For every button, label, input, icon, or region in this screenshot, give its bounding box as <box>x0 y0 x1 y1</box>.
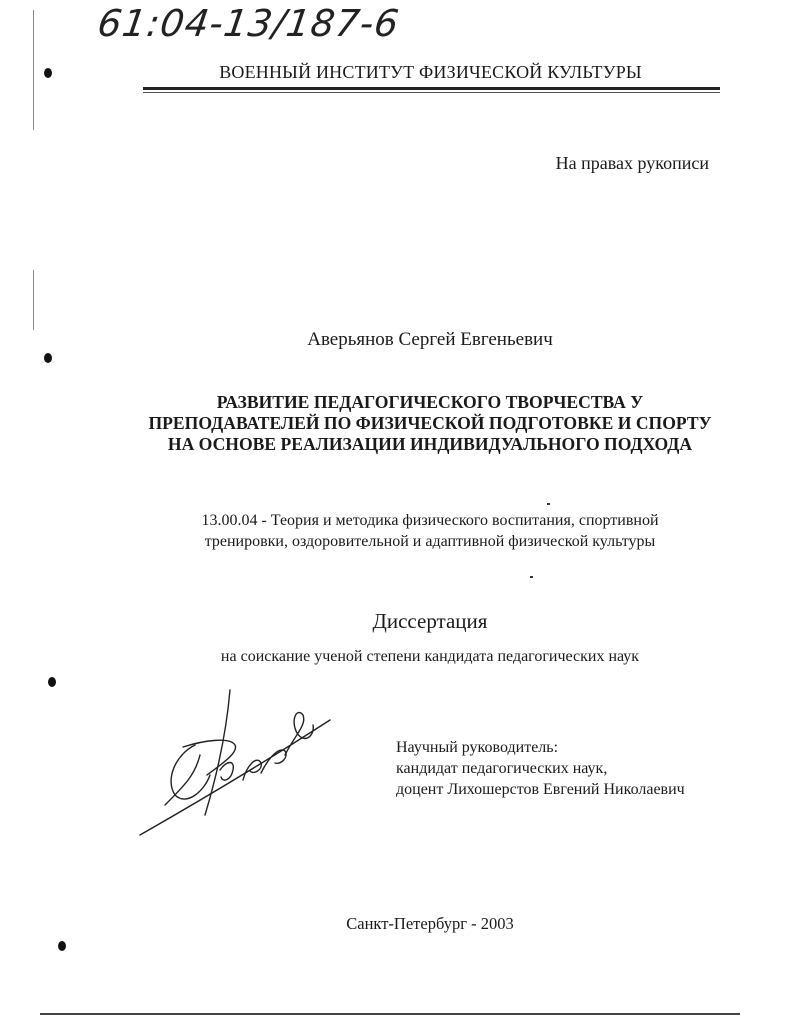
document-type: Диссертация <box>372 609 488 633</box>
advisor-line: Научный руководитель: <box>396 739 559 756</box>
scan-margin-line <box>33 270 34 330</box>
title-line: РАЗВИТИЕ ПЕДАГОГИЧЕСКОГО ТВОРЧЕСТВА У <box>216 392 644 412</box>
advisor-line: доцент Лихошерстов Евгений Николаевич <box>396 781 685 798</box>
scan-bottom-edge <box>40 1013 740 1015</box>
punch-hole-dot <box>48 677 56 687</box>
advisor-line: кандидат педагогических наук, <box>396 760 608 777</box>
institute-name: ВОЕННЫЙ ИНСТИТУТ ФИЗИЧЕСКОЙ КУЛЬТУРЫ <box>219 62 642 82</box>
degree-line: на соискание ученой степени кандидата педагогических наук <box>220 648 640 665</box>
punch-hole-dot <box>44 353 52 363</box>
author-name: Аверьянов Сергей Евгеньевич <box>307 329 553 350</box>
title-line: НА ОСНОВЕ РЕАЛИЗАЦИИ ИНДИВИДУАЛЬНОГО ПОДХОДА <box>167 434 693 454</box>
scan-speck <box>547 503 550 505</box>
specialty-code <box>110 510 750 552</box>
specialty-line: тренировки, оздоровительной и адаптивной физической культуры <box>204 533 656 550</box>
header-rule-thick <box>143 87 720 90</box>
punch-hole-dot <box>58 941 66 951</box>
scan-speck <box>530 576 533 578</box>
rights-note: На правах рукописи <box>555 153 709 173</box>
advisor-block <box>396 737 685 800</box>
dissertation-title <box>110 392 750 455</box>
specialty-line: 13.00.04 - Теория и методика физического воспитания, спортивной <box>201 512 659 529</box>
title-line: ПРЕПОДАВАТЕЛЕЙ ПО ФИЗИЧЕСКОЙ ПОДГОТОВКЕ И СПОРТУ <box>148 413 712 433</box>
header-rule-thin <box>143 92 720 93</box>
punch-hole-dot <box>44 68 52 78</box>
city-year: Санкт-Петербург - 2003 <box>346 914 514 933</box>
archive-code: 61:04-13/187-6 <box>94 2 403 45</box>
scan-margin-line <box>33 10 34 130</box>
signature-image <box>135 685 335 840</box>
